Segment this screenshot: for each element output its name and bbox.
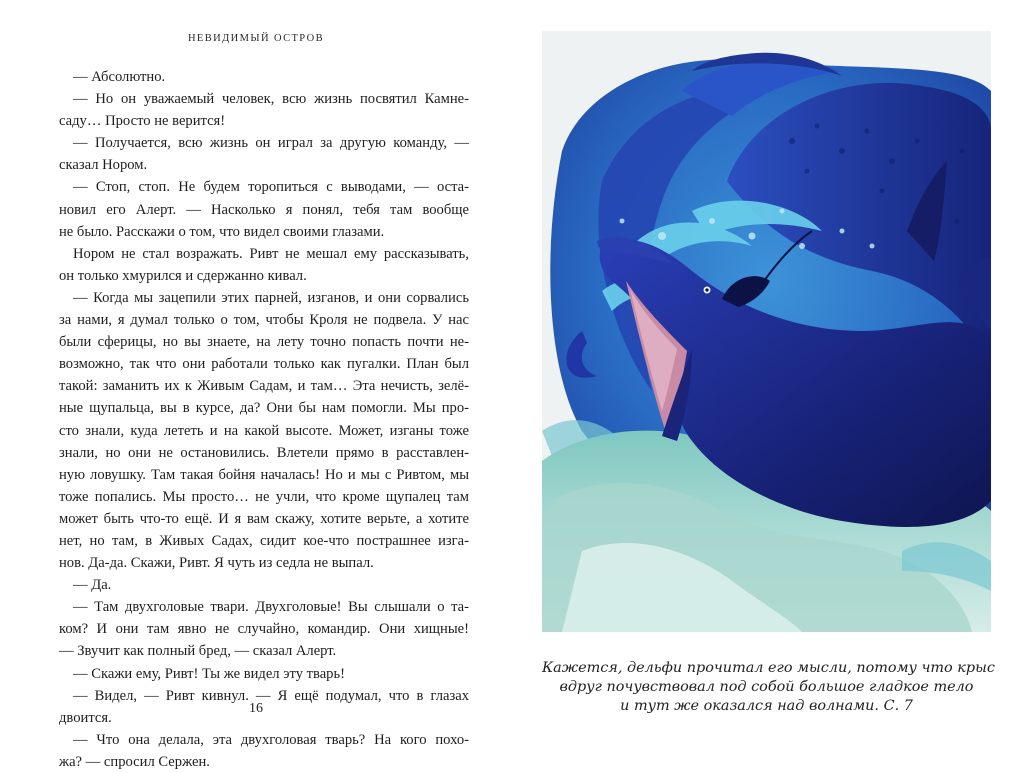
right-page	[512, 0, 1024, 751]
dolphin-in-waves-illustration	[542, 31, 991, 632]
text-line: нет, но там, в Живых Садах, сидит кое-что пострашнее изга-	[59, 532, 469, 549]
text-line: новил его Алерт. — Насколько я понял, тебя там вообще	[59, 201, 469, 218]
text-line: — Что она делала, эта двухголовая тварь? На кого похо-	[73, 731, 469, 748]
page-number: 16	[249, 701, 263, 716]
body-text	[59, 66, 469, 773]
caption-line: и тут же оказался над волнами. С. 7	[620, 698, 913, 714]
text-line: знали, но они не остановились. Влетели прямо в расставлен-	[59, 444, 469, 461]
text-line: — Скажи ему, Ривт! Ты же видел эту тварь!	[73, 665, 345, 682]
text-line: тоже попались. Мы просто… не учли, что кроме щупалец там	[59, 488, 469, 505]
text-line: — Там двухголовые твари. Двухголовые! Вы слышали о та-	[73, 599, 469, 616]
text-line: — Да.	[73, 577, 112, 594]
illustration-caption	[542, 659, 995, 716]
text-line: — Абсолютно.	[73, 69, 166, 85]
text-line: двоится.	[59, 709, 112, 726]
text-line: он только хмурился и сдержанно кивал.	[59, 267, 307, 284]
text-line: за нами, я думал только о том, чтобы Кроля не подвела. У нас	[59, 312, 469, 329]
text-line: — Видел, — Ривт кивнул. — Я ещё подумал, что в глазах	[73, 687, 469, 704]
text-line: — Когда мы зацепили этих парней, изганов, и они сорвались	[73, 289, 469, 306]
caption-line: Кажется, дельфи прочитал его мысли, потому что крыс	[542, 660, 995, 676]
text-line: ную ловушку. Там такая бойня началась! Но и мы с Ривтом, мы	[59, 466, 469, 483]
text-line: Нором не стал возражать. Ривт не мешал ему рассказывать,	[73, 245, 469, 262]
text-line: ные щупальца, вы в курсе, да? Они бы нам помогли. Мы про-	[59, 400, 469, 417]
text-line: не было. Расскажи о том, что видел своими глазами.	[59, 223, 385, 240]
text-line: нов. Да-да. Скажи, Ривт. Я чуть из седла не выпал.	[59, 555, 374, 572]
caption-line: вдруг почувствовал под собой большое гладкое тело	[559, 679, 974, 695]
text-line: — Звучит как полный бред, — сказал Алерт.	[59, 643, 337, 660]
text-line: были сферицы, но вы знаете, на лету точно попасть почти не-	[59, 334, 469, 351]
text-line: ком? И они там явно не случайно, командир. Они хищные!	[59, 621, 469, 638]
running-head: НЕВИДИМЫЙ ОСТРОВ	[187, 33, 325, 44]
text-line: может быть что-то ещё. И я вам скажу, хотите верьте, а хотите	[59, 510, 469, 527]
text-line: — Получается, всю жизнь он играл за другую команду, —	[73, 135, 469, 152]
left-page	[0, 0, 512, 770]
text-line: возможно, так что они работали только как пугалки. План был	[59, 356, 469, 373]
text-line: — Стоп, стоп. Не будем торопиться с выводами, — оста-	[73, 179, 469, 196]
text-line: саду… Просто не верится!	[59, 113, 226, 130]
text-line: такой: заманить их к Живым Садам, и там… Эта нечисть, зелё-	[59, 378, 469, 395]
text-line: жа? — спросил Сержен.	[59, 753, 210, 770]
text-line: — Но он уважаемый человек, всю жизнь посвятил Камне-	[73, 91, 469, 108]
text-line: сказал Нором.	[59, 157, 148, 174]
text-line: сто знали, куда лететь и на какой высоте. Может, изганы тоже	[59, 422, 469, 439]
